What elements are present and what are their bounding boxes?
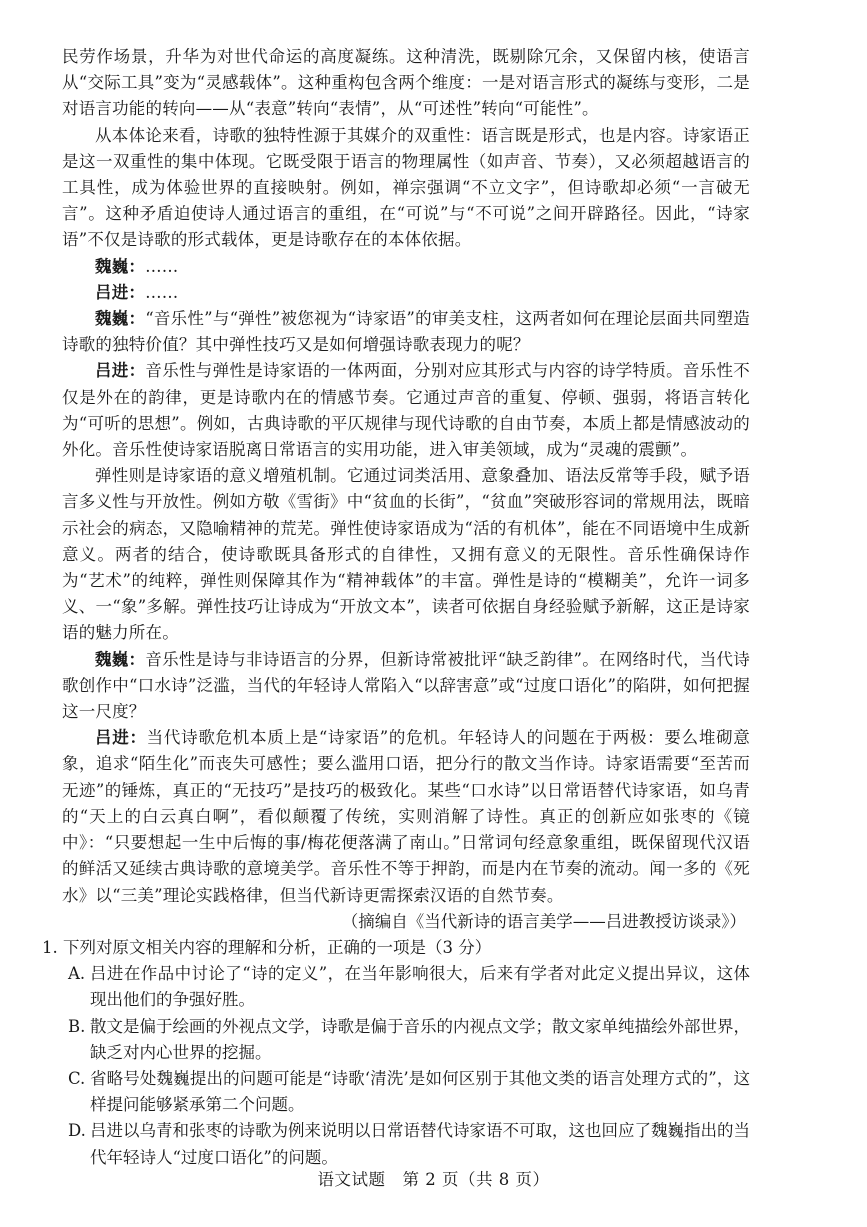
option-b [62,1014,750,1066]
speaker-label: 魏巍： [95,309,146,329]
speaker-label: 魏巍： [95,256,146,276]
dialog-line-1 [62,254,750,280]
page-footer: 语文试题 第 2 页（共 8 页） [317,1170,550,1189]
dialog-line-4 [62,358,750,463]
paragraph-1: 民劳作场景，升华为对世代命运的高度凝练。这种清洗，既剔除冗余，又保留内核，使语言从“交际工具”变为“灵感载体”。这种重构包含两个维度：一是对语言形式的凝练与变形，二是对语言功能的转向——从“表意”转向“表情”，从“可述性”转向“可能性”。 [62,47,750,119]
dialog-text: 当代诗歌危机本质上是“诗家语”的危机。年轻诗人的问题在于两极：要么堆砌意象，追求“陌生化”而丧失可感性；要么滥用口语，把分行的散文当作诗。诗家语需要“至苦而无迹”的锤炼，真正的“无技巧”是技巧的极致化。某些“口水诗”以日常语替代诗家语，如乌青的“天上的白云真白啊”，看似颠覆了传统，实则消解了诗性。真正的创新应如张枣的《镜中》：“只要想起一生中后悔的事/梅花便落满了南山。”日常词句经意象重组，既保留现代汉语的鲜活又延续古典诗歌的意境美学。音乐性不等于押韵，而是内在节奏的流动。闻一多的《死水》以“三美”理论实践格律，但当代新诗更需探索汉语的自然节奏。 [62,728,750,905]
dialog-text: …… [145,256,179,276]
dialog-line-5 [62,647,750,726]
option-letter: B. [68,1016,86,1036]
option-text: 吕进在作品中讨论了“诗的定义”，在当年影响很大，后来有学者对此定义提出异议，这体现出他们的争强好胜。 [90,964,750,1010]
speaker-label: 吕进： [95,282,146,302]
option-letter: A. [68,964,86,984]
dialog-text: “音乐性”与“弹性”被您视为“诗家语”的审美支柱，这两者如何在理论层面共同塑造诗歌的独特价值？其中弹性技巧又是如何增强诗歌表现力的呢？ [62,309,750,355]
option-c [62,1066,750,1118]
question-stem: 1. 下列对原文相关内容的理解和分析，正确的一项是（3 分） [42,937,492,957]
option-letter: C. [68,1068,86,1088]
exam-page-body [42,44,751,1171]
speaker-label: 魏巍： [95,649,146,669]
dialog-text: …… [145,282,179,302]
paragraph-2: 从本体论来看，诗歌的独特性源于其媒介的双重性：语言既是形式，也是内容。诗家语正是这一双重性的集中体现。它既受限于语言的物理属性（如声音、节奏），又必须超越语言的工具性，成为体验世界的直接映射。例如，禅宗强调“不立文字”，但诗歌却必须“一言破无言”。这种矛盾迫使诗人通过语言的重组，在“可说”与“不可说”之间开辟路径。因此，“诗家语”不仅是诗歌的形式载体，更是诗歌存在的本体依据。 [62,125,750,250]
option-letter: D. [68,1121,86,1141]
answer-options [62,961,750,1171]
dialog-text: 音乐性与弹性是诗家语的一体两面，分别对应其形式与内容的诗学特质。音乐性不仅是外在的韵律，更是诗歌内在的情感节奏。它通过声音的重复、停顿、强弱，将语言转化为“可听的思想”。例如，古典诗歌的平仄规律与现代诗歌的自由节奏，本质上都是情感波动的外化。音乐性使诗家语脱离日常语言的实用功能，进入审美领域，成为“灵魂的震颤”。 [62,361,751,460]
dialog-line-6 [62,725,750,908]
option-text: 省略号处魏巍提出的问题可能是“诗歌‘清洗’是如何区别于其他文类的语言处理方式的”，这样提问能够紧承第二个问题。 [90,1068,750,1115]
dialog-text: 音乐性是诗与非诗语言的分界，但新诗常被批评“缺乏韵律”。在网络时代，当代诗歌创作中“口水诗”泛滥，当代的年轻诗人常陷入“以辞害意”或“过度口语化”的陷阱，如何把握这一尺度？ [62,649,750,722]
option-text: 吕进以乌青和张枣的诗歌为例来说明以日常语替代诗家语不可取，这也回应了魏巍指出的当代年轻诗人“过度口语化”的问题。 [90,1121,750,1167]
option-d [62,1118,750,1170]
dialog-line-3 [62,306,750,358]
dialog-line-2 [62,280,750,306]
speaker-label: 吕进： [95,728,147,748]
option-a [62,961,750,1013]
speaker-label: 吕进： [95,361,146,381]
paragraph-elasticity: 弹性则是诗家语的意义增殖机制。它通过词类活用、意象叠加、语法反常等手段，赋予语言多义性与开放性。例如方敬《雪街》中“贫血的长街”，“贫血”突破形容词的常规用法，既暗示社会的病态，又隐喻精神的荒芜。弹性使诗家语成为“活的有机体”，能在不同语境中生成新意义。两者的结合，使诗歌既具备形式的自律性，又拥有意义的无限性。音乐性确保诗作为“艺术”的纯粹，弹性则保障其作为“精神载体”的丰富。弹性是诗的“模糊美”，允许一词多义、一“象”多解。弹性技巧让诗成为“开放文本”，读者可依据自身经验赋予新解，这正是诗家语的魅力所在。 [62,466,750,643]
option-text: 散文是偏于绘画的外视点文学，诗歌是偏于音乐的内视点文学；散文家单纯描绘外部世界，缺乏对内心世界的挖掘。 [90,1016,750,1062]
source-citation: （摘编自《当代新诗的语言美学——吕进教授访谈录》） [341,911,746,931]
